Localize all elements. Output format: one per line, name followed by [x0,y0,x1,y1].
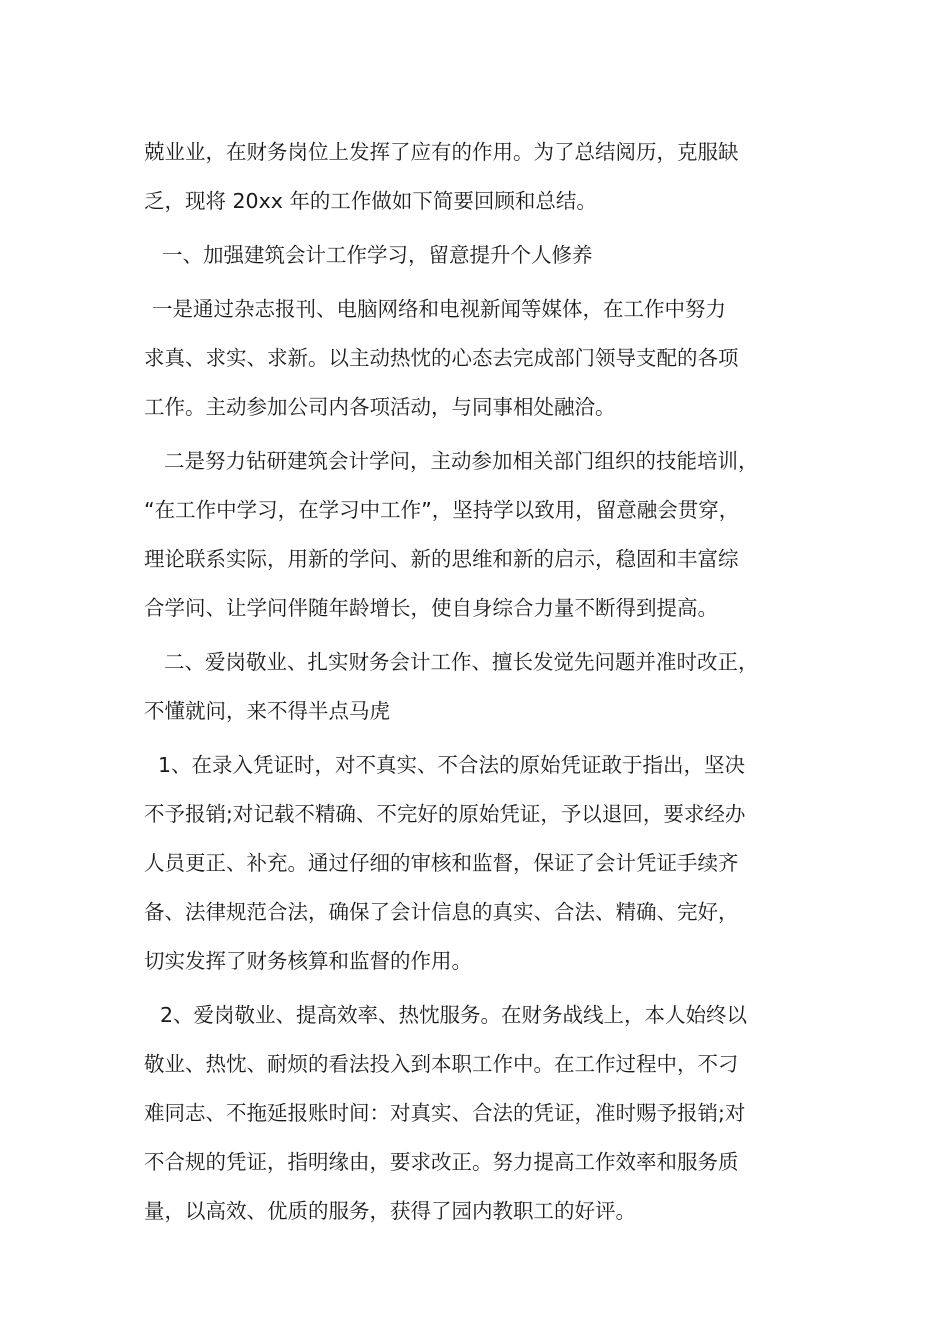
text-line: 不予报销;对记载不精确、不完好的原始凭证，予以退回，要求经办 [144,802,746,826]
text-line: 1、在录入凭证时，对不真实、不合法的原始凭证敢于指出，坚决 [158,753,746,777]
paragraph-voucher-review [144,741,824,986]
text-line: 切实发挥了财务核算和监督的作用。 [144,949,472,973]
text-line: 人员更正、补充。通过仔细的审核和监督，保证了会计凭证手续齐 [144,851,739,875]
text-line: 理论联系实际，用新的学问、新的思维和新的启示，稳固和丰富综 [144,547,739,571]
text-line: 工作。主动参加公司内各项活动，与同事相处融洽。 [144,395,616,419]
paragraph-accounting-study [144,437,824,633]
section-heading-1 [144,231,824,280]
text-line: 合学问、让学问伴随年龄增长，使自身综合力量不断得到提高。 [144,596,718,620]
text-line: 二是努力钻研建筑会计学问，主动参加相关部门组织的技能培训， [164,449,759,473]
text-line: “在工作中学习，在学习中工作”，坚持学以致用，留意融会贯穿， [144,498,740,522]
paragraph-media-learning [144,285,824,432]
paragraph-intro [144,128,824,226]
text-line: 兢业业，在财务岗位上发挥了应有的作用。为了总结阅历，克服缺 [144,140,739,164]
text-line: 求真、求实、求新。以主动热忱的心态去完成部门领导支配的各项 [144,346,739,370]
text-line: 难同志、不拖延报账时间：对真实、合法的凭证，准时赐予报销;对 [144,1101,746,1125]
text-line: 量，以高效、优质的服务，获得了园内教职工的好评。 [144,1199,636,1223]
section-heading-2 [144,638,824,736]
heading-line: 二、爱岗敬业、扎实财务会计工作、擅长发觉先问题并准时改正， [164,650,759,674]
text-line: 乏，现将 20xx 年的工作做如下简要回顾和总结。 [144,189,597,213]
text-line: 备、法律规范合法，确保了会计信息的真实、合法、精确、完好， [144,900,739,924]
heading-line: 不懂就问，来不得半点马虎 [144,699,390,723]
text-line: 2、爱岗敬业、提高效率、热忱服务。在财务战线上，本人始终以 [160,1003,748,1027]
heading-line: 一、加强建筑会计工作学习，留意提升个人修养 [162,243,593,267]
text-line: 不合规的凭证，指明缘由，要求改正。努力提高工作效率和服务质 [144,1150,739,1174]
document-body [144,128,824,1236]
text-line: 敬业、热忱、耐烦的看法投入到本职工作中。在工作过程中，不刁 [144,1052,739,1076]
paragraph-service-efficiency [144,991,824,1236]
text-line: 一是通过杂志报刊、电脑网络和电视新闻等媒体，在工作中努力 [152,297,726,321]
